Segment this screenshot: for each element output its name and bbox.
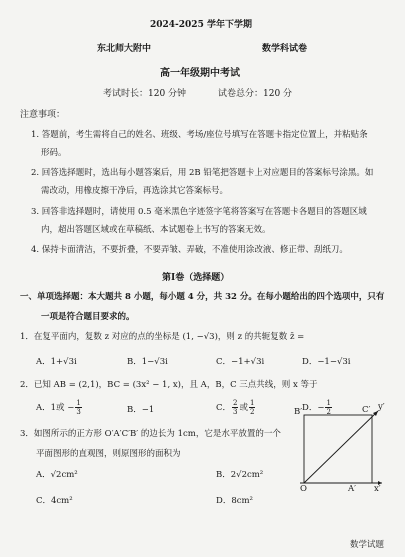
exam-term: 2024-2025 学年下学期 [150, 20, 252, 30]
label-y-prime: y′ [378, 402, 385, 412]
q3-option-d: D．8cm² [216, 496, 253, 506]
q1-option-d: D．−1−√3i [302, 357, 351, 367]
fraction-numerator: 2 [233, 399, 238, 407]
page-footer: 数学试题 [350, 540, 385, 550]
exam-name: 高一年级期中考试 [160, 68, 240, 79]
fraction [232, 399, 238, 416]
figure-drawing [292, 405, 387, 495]
q2-option-d-prefix: D．− [302, 403, 325, 413]
question-1-stem: 1．在复平面内，复数 z 对应的点的坐标是 (1, −√3)，则 z 的共轭复数 z̄ = [20, 332, 305, 342]
school-name: 东北师大附中 [97, 44, 152, 54]
fraction-denominator: 3 [233, 408, 238, 416]
fraction [75, 399, 81, 416]
oblique-square-figure [292, 402, 387, 495]
question-2-stem: 2．已知 AB = (2,1)，BC = (3x² − 1, x)，且 A，B，C 三点共线，则 x 等于 [20, 380, 318, 390]
note-line: 2. 回答选择题时，选出每小题答案后，用 2B 铅笔把答题卡上对应题目的答案标号涂黑。如 [31, 168, 374, 178]
fraction [249, 399, 255, 416]
q2-option-a [36, 399, 83, 416]
label-a-prime: A′ [348, 484, 357, 494]
q1-option-a: A．1+√3i [36, 357, 77, 367]
note-line: 形码。 [41, 148, 67, 158]
fraction-denominator: 2 [326, 408, 331, 416]
label-x-prime: x′ [374, 484, 381, 494]
label-o: O [300, 484, 307, 494]
fraction-denominator: 3 [76, 408, 81, 416]
subject-paper: 数学科试卷 [262, 44, 308, 54]
notes-title: 注意事项： [20, 110, 66, 120]
q2-option-c-prefix: C． [216, 403, 232, 413]
q1-option-b: B．1−√3i [127, 357, 168, 367]
part-title-continued: 一项是符合题目要求的。 [41, 312, 135, 322]
question-3-stem-continued: 平面图形的直观图，则原图形的面积为 [36, 449, 181, 459]
q3-option-a: A．√2cm² [36, 470, 78, 480]
exam-total-score: 试卷总分：120 分 [218, 89, 293, 99]
label-c-prime: C′ [362, 405, 371, 415]
fraction-numerator: 1 [250, 399, 255, 407]
note-line: 3. 回答非选择题时，请使用 0.5 毫米黑色字迹签字笔将答案写在答题卡各题目的答题区域 [31, 207, 367, 217]
note-line: 4. 保持卡面清洁，不要折叠，不要弄皱、弄破，不准使用涂改液、修正带、刮纸刀。 [31, 245, 348, 255]
q3-option-b: B．2√2cm² [216, 470, 264, 480]
exam-duration: 考试时长：120 分钟 [103, 89, 187, 99]
q2-option-c [216, 399, 256, 416]
question-3-stem: 3．如图所示的正方形 O′A′C′B′ 的边长为 1cm，它是水平放置的一个 [20, 429, 281, 439]
note-line: 需改动，用橡皮擦干净后，再选涂其它答案标号。 [41, 186, 229, 196]
fraction-numerator: 1 [326, 399, 331, 407]
note-line: 内，超出答题区域或在草稿纸、本试题卷上书写的答案无效。 [41, 225, 271, 235]
fraction-denominator: 2 [250, 408, 255, 416]
q2-option-a-prefix: A．1或 − [36, 403, 75, 413]
volume-title: 第Ⅰ卷（选择题） [162, 273, 230, 283]
label-b-prime: B′ [294, 407, 303, 417]
note-line: 1. 答题前，考生需将自己的姓名、班级、考场/座位号填写在答题卡指定位置上，并粘贴条 [31, 130, 368, 140]
fraction-numerator: 1 [76, 399, 81, 407]
q2-option-b: B．−1 [127, 405, 155, 415]
q3-option-c: C．4cm² [36, 496, 73, 506]
q1-option-c: C．−1+√3i [216, 357, 265, 367]
part-title: 一、单项选择题：本大题共 8 小题，每小题 4 分，共 32 分。在每小题给出的四个选项中，只有 [20, 292, 385, 302]
q2-option-c-connector: 或 [239, 403, 248, 413]
